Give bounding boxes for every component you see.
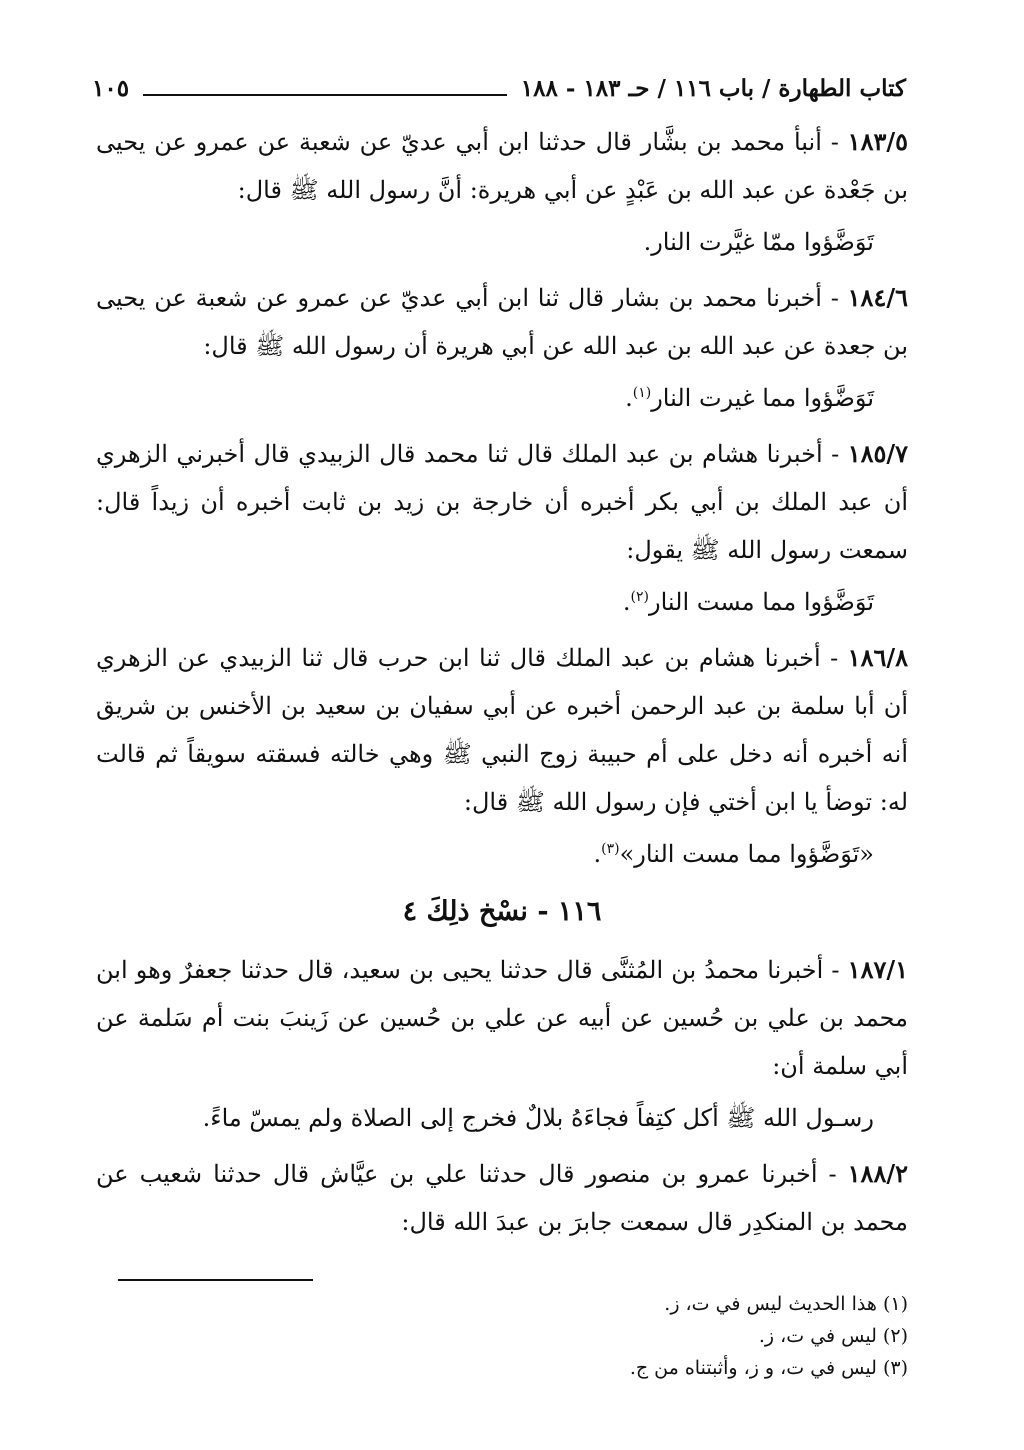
footnote-ref[interactable]: (٢) <box>630 589 649 605</box>
matn-text: رسـول الله ﷺ أكل كتِفاً فجاءَهُ بلالٌ فخرج إلى الصلاة ولم يمسّ ماءً. <box>202 1104 874 1132</box>
hadith-number: ١٨٤/٦ <box>847 283 908 312</box>
hadith-text: - أخبرنا عمرو بن منصور قال حدثنا علي بن عيَّاش قال حدثنا شعيب عن محمد بن المنكدِر قال سمعت جابرَ بن عبدَ الله قال: <box>96 1160 908 1236</box>
hadith-matn: تَوَضَّؤوا مما مست النار$^{(٢)}$. <box>622 588 874 616</box>
hadith-number: ١٨٦/٨ <box>847 643 908 672</box>
matn-text: تَوَضَّؤوا ممّا غيَّرت النار. <box>643 228 874 256</box>
footnote-ref[interactable]: (١) <box>632 385 652 401</box>
section-heading: ١١٦ - نسْخ ذلِكَ ٤ <box>402 896 602 927</box>
hadith-text: - أخبرنا محمدُ بن المُثنَّى قال حدثنا يحيى بن سعيد، قال حدثنا جعفرٌ وهو ابن محمد بن علي بن حُسين عن أبيه عن علي بن حُسين عن زَينبَ بنت أم سَلمة عن أبي سلمة أن: <box>96 956 908 1080</box>
hadith-number: ١٨٥/٧ <box>847 439 909 468</box>
hadith-matn <box>96 218 908 266</box>
matn-text: تَوَضَّؤوا مما مست النار <box>649 588 874 616</box>
matn-text: «تَوَضَّؤوا مما مست النار» <box>619 840 874 868</box>
hadith-183 <box>96 118 908 214</box>
header-title: كتاب الطهارة / باب ١١٦ / حـ ١٨٣ - ١٨٨ <box>520 75 906 102</box>
footnote-1: (١) هذا الحديث ليس في ت، ز. <box>664 1293 908 1315</box>
hadith-186 <box>96 634 908 826</box>
running-header <box>92 62 906 102</box>
footnote-3: (٣) ليس في ت، و ز، وأثبتناه من ج. <box>629 1357 908 1379</box>
hadith-number: ١٨٧/١ <box>847 955 908 984</box>
hadith-text: - أخبرنا محمد بن بشار قال ثنا ابن أبي عديّ عن عمرو عن شعبة عن يحيى بن جعدة عن عبد الله بن عبد الله عن أبي هريرة أن رسول الله ﷺ قال: <box>96 284 908 360</box>
hadith-188 <box>96 1150 908 1246</box>
matn-text: تَوَضَّؤوا مما غيرت النار <box>651 384 874 412</box>
hadith-number: ١٨٨/٢ <box>847 1159 908 1188</box>
hadith-text: - أخبرنا هشام بن عبد الملك قال ثنا ابن حرب قال ثنا الزبيدي عن الزهري أن أبا سلمة بن عبد الرحمن أخبره عن أبي سفيان بن سعيد بن الأخنس بن شريق أنه أخبره أنه دخل على أم حبيبة زوج النبي ﷺ وهي خالته فسقته سويقاً ثم قالت له: توضأ يا ابن أختي فإن رسول الله ﷺ قال: <box>96 644 908 816</box>
hadith-185 <box>96 430 908 574</box>
footnote-2: (٢) ليس في ت، ز. <box>758 1325 908 1347</box>
footnote-ref[interactable]: (٣) <box>601 841 620 857</box>
hadith-number: ١٨٣/٥ <box>847 127 908 156</box>
page-body <box>96 118 908 1250</box>
hadith-184 <box>96 274 908 370</box>
hadith-text: - أخبرنا هشام بن عبد الملك قال ثنا محمد قال الزبيدي قال أخبرني الزهري أن عبد الملك بن أبي بكر أخبره أن خارجة بن زيد بن ثابت أخبره أن زيداً قال: سمعت رسول الله ﷺ يقول: <box>96 440 908 564</box>
footnotes <box>96 1288 908 1384</box>
hadith-187 <box>96 946 908 1090</box>
header-rule <box>143 94 507 96</box>
hadith-matn: «تَوَضَّؤوا مما مست النار»$^{(٣)}$. <box>593 840 874 868</box>
page-number: ١٠٥ <box>92 75 130 102</box>
footnote-divider <box>118 1279 313 1281</box>
hadith-matn <box>96 1094 908 1142</box>
hadith-text: - أنبأ محمد بن بشَّار قال حدثنا ابن أبي عديّ عن شعبة عن عمرو عن يحيى بن جَعْدة عن عبد الله بن عَبْدٍ عن أبي هريرة: أنَّ رسول الله ﷺ قال: <box>96 128 908 204</box>
hadith-matn: تَوَضَّؤوا مما غيرت النار$^{(١)}$. <box>625 384 874 412</box>
